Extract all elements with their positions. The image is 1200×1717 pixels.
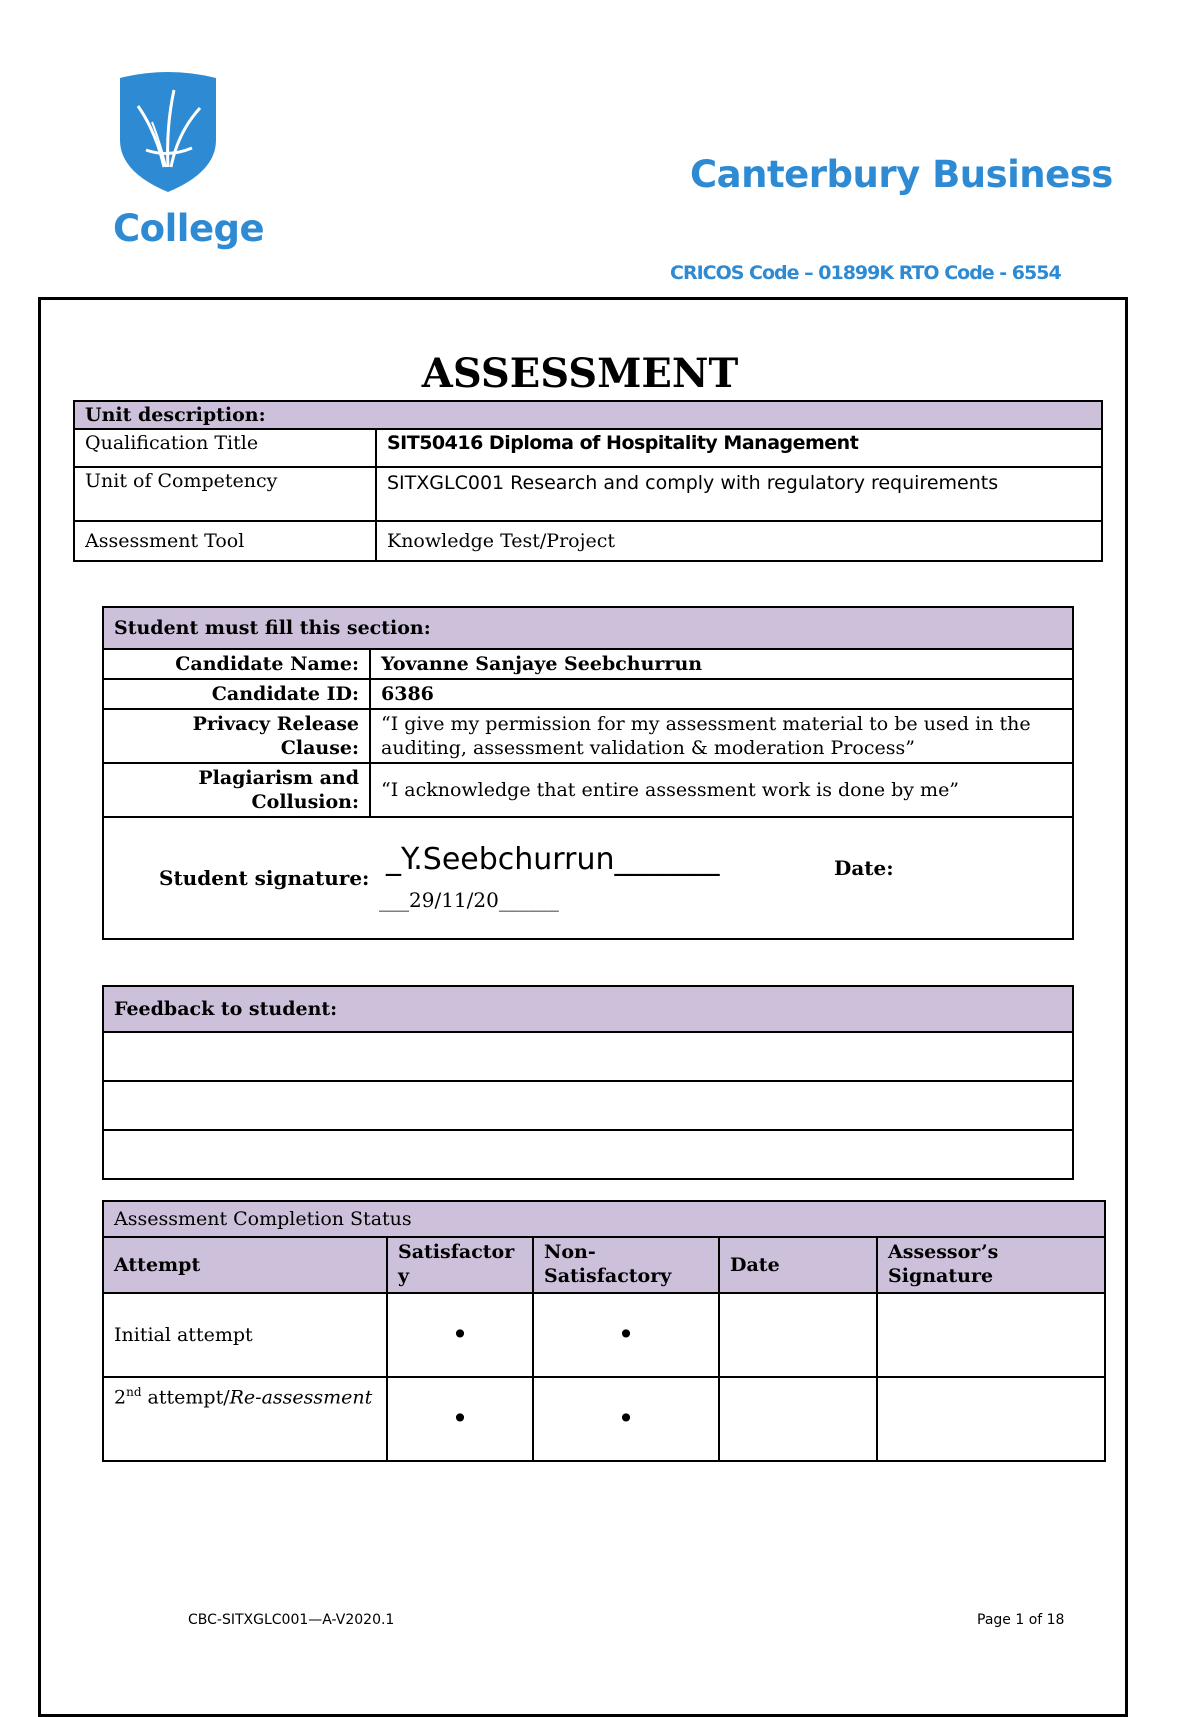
assessment-tool-value: Knowledge Test/Project xyxy=(376,521,1102,561)
completion-status-header: Assessment Completion Status xyxy=(103,1201,1105,1237)
page-number: Page 1 of 18 xyxy=(977,1612,1065,1628)
table-row xyxy=(103,986,1073,1032)
column-header: Satisfactor y xyxy=(387,1237,533,1293)
attempt-label: 2nd attempt/Re-assessment xyxy=(103,1377,387,1461)
candidate-id-value[interactable]: 6386 xyxy=(370,679,1073,709)
qualification-title-value: SIT50416 Diploma of Hospitality Management xyxy=(376,429,1102,467)
table-row xyxy=(103,607,1073,649)
column-header: Date xyxy=(719,1237,877,1293)
table-row xyxy=(103,763,1073,817)
qualification-title-label: Qualification Title xyxy=(74,429,376,467)
plagiarism-value: “I acknowledge that entire assessment work is done by me” xyxy=(370,763,1073,817)
candidate-name-label: Candidate Name: xyxy=(103,649,370,679)
attempt-label: Initial attempt xyxy=(103,1293,387,1377)
feedback-header: Feedback to student: xyxy=(103,986,1073,1032)
student-signature-label: Student signature: xyxy=(159,866,370,890)
unit-description-header: Unit description: xyxy=(74,401,1102,429)
assessment-tool-label: Assessment Tool xyxy=(74,521,376,561)
college-word: College xyxy=(113,207,265,250)
satisfactory-bullet[interactable]: • xyxy=(387,1377,533,1461)
cricos-rto-codes: CRICOS Code – 01899K RTO Code - 6554 xyxy=(670,262,1061,284)
candidate-name-value[interactable]: Yovanne Sanjaye Seebchurrun xyxy=(370,649,1073,679)
table-row xyxy=(103,1237,1105,1293)
date-cell[interactable] xyxy=(719,1293,877,1377)
table-row xyxy=(74,467,1102,521)
table-row xyxy=(103,1293,1105,1377)
non-satisfactory-bullet[interactable]: • xyxy=(533,1377,719,1461)
college-shield-logo xyxy=(116,72,220,194)
unit-description-table xyxy=(73,400,1103,562)
assessor-signature-cell[interactable] xyxy=(877,1293,1105,1377)
feedback-line[interactable] xyxy=(103,1081,1073,1130)
table-row xyxy=(103,817,1073,939)
feedback-line[interactable] xyxy=(103,1130,1073,1179)
table-row xyxy=(103,1081,1073,1130)
column-header: Attempt xyxy=(103,1237,387,1293)
table-row xyxy=(103,709,1073,763)
table-row xyxy=(74,429,1102,467)
column-header: Assessor’s Signature xyxy=(877,1237,1105,1293)
feedback-line[interactable] xyxy=(103,1032,1073,1081)
student-section-table xyxy=(102,606,1074,940)
table-row xyxy=(74,401,1102,429)
document-code: CBC-SITXGLC001—A-V2020.1 xyxy=(188,1612,395,1628)
date-label: Date: xyxy=(834,856,894,880)
candidate-id-label: Candidate ID: xyxy=(103,679,370,709)
date-cell[interactable] xyxy=(719,1377,877,1461)
privacy-release-value: “I give my permission for my assessment material to be used in the auditing, assessment validation & moderation Process” xyxy=(370,709,1073,763)
table-row xyxy=(103,1032,1073,1081)
table-row xyxy=(103,1130,1073,1179)
privacy-release-label: Privacy Release Clause: xyxy=(103,709,370,763)
table-row xyxy=(103,649,1073,679)
table-row xyxy=(103,1201,1105,1237)
college-name: Canterbury Business xyxy=(690,153,1113,196)
feedback-table xyxy=(102,985,1074,1180)
table-row xyxy=(74,521,1102,561)
assessor-signature-cell[interactable] xyxy=(877,1377,1105,1461)
completion-status-table xyxy=(102,1200,1106,1462)
satisfactory-bullet[interactable]: • xyxy=(387,1293,533,1377)
non-satisfactory-bullet[interactable]: • xyxy=(533,1293,719,1377)
plagiarism-label: Plagiarism and Collusion: xyxy=(103,763,370,817)
table-row xyxy=(103,679,1073,709)
column-header: Non- Satisfactory xyxy=(533,1237,719,1293)
unit-of-competency-label: Unit of Competency xyxy=(74,467,376,521)
date-value[interactable]: ___29/11/20______ xyxy=(379,888,559,912)
unit-of-competency-value: SITXGLC001 Research and comply with regulatory requirements xyxy=(376,467,1102,521)
page-title: ASSESSMENT xyxy=(421,350,739,397)
signature-cell xyxy=(103,817,1073,939)
table-row xyxy=(103,1377,1105,1461)
student-section-header: Student must fill this section: xyxy=(103,607,1073,649)
student-signature-value[interactable]: _Y.Seebchurrun_______ xyxy=(386,842,720,877)
